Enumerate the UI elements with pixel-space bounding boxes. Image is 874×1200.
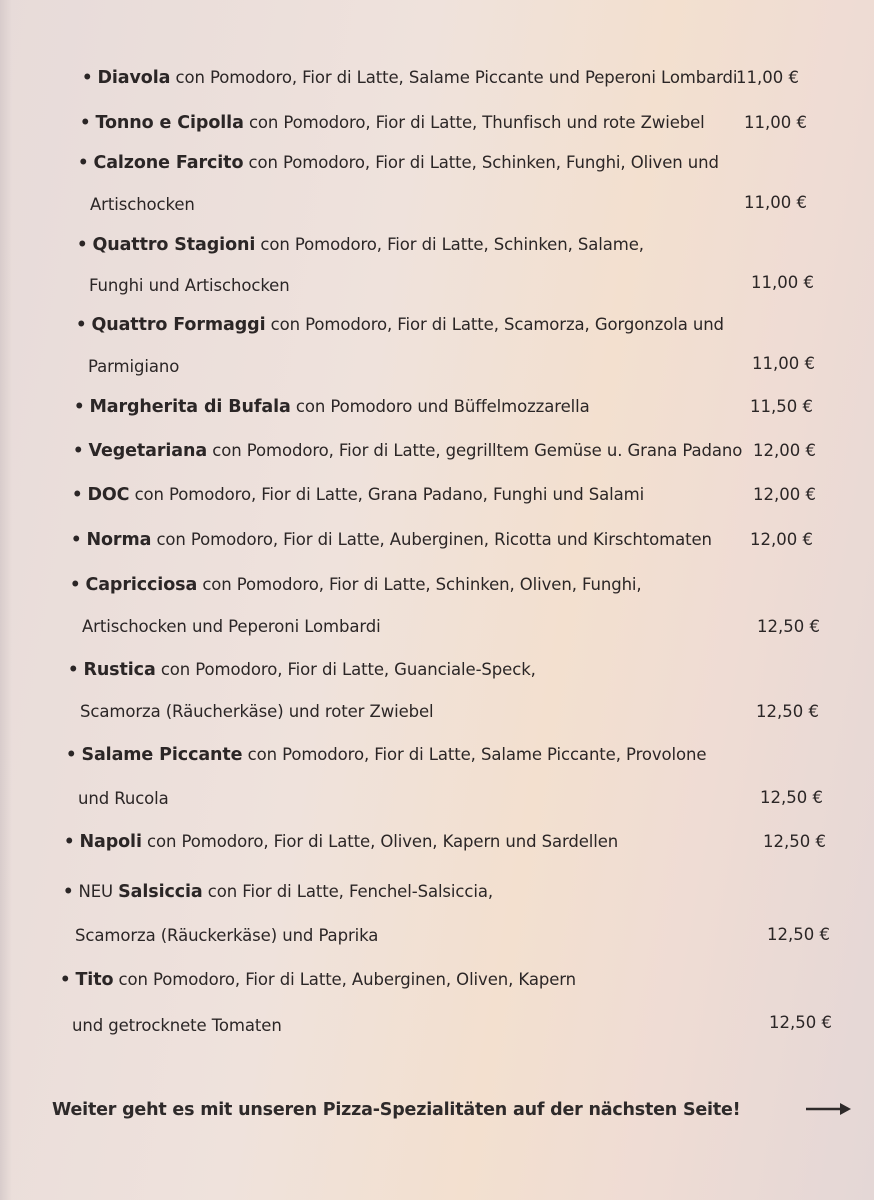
pizza-name: Vegetariana — [88, 441, 208, 461]
pizza-description: con Pomodoro, Fior di Latte, Schinken, Oliven, Funghi, — [202, 575, 642, 594]
pizza-name: DOC — [87, 485, 130, 505]
menu-item — [66, 744, 706, 766]
price: 11,00 € — [744, 193, 807, 212]
pizza-name: Quattro Stagioni — [92, 235, 256, 255]
bullet-icon: • — [78, 153, 89, 172]
menu-item — [73, 440, 742, 462]
menu-item — [82, 67, 737, 89]
bullet-icon: • — [73, 441, 84, 460]
pizza-description-continued: Artischocken — [90, 195, 195, 214]
pizza-description-continued: Scamorza (Räucherkäse) und roter Zwiebel — [80, 702, 434, 721]
pizza-description-continued: Artischocken und Peperoni Lombardi — [82, 617, 381, 636]
pizza-description: con Pomodoro, Fior di Latte, Salame Piccante, Provolone — [247, 745, 707, 764]
pizza-name: Quattro Formaggi — [91, 315, 266, 335]
pizza-name: Salame Piccante — [81, 745, 243, 765]
bullet-icon: • — [63, 882, 74, 901]
pizza-description-continued: Scamorza (Räuckerkäse) und Paprika — [75, 926, 379, 945]
menu-item — [78, 152, 719, 174]
pizza-description-continued: Parmigiano — [88, 357, 180, 376]
bullet-icon: • — [60, 970, 71, 989]
pizza-description-continued: Funghi und Artischocken — [89, 276, 290, 295]
menu-item — [74, 396, 590, 418]
pizza-name: Salsiccia — [118, 882, 203, 902]
bullet-icon: • — [70, 575, 81, 594]
price: 12,50 € — [756, 702, 819, 721]
pizza-name: Tito — [75, 970, 114, 990]
bullet-icon: • — [68, 660, 79, 679]
bullet-icon: • — [72, 485, 83, 504]
pizza-description: con Pomodoro, Fior di Latte, Auberginen, Ricotta und Kirschtomaten — [156, 530, 712, 549]
bullet-icon: • — [74, 397, 85, 416]
bullet-icon: • — [80, 113, 91, 132]
right-arrow-icon — [804, 1097, 852, 1121]
menu-item — [72, 484, 644, 506]
pizza-description: con Pomodoro, Fior di Latte, Scamorza, Gorgonzola und — [270, 315, 724, 334]
pizza-description: con Pomodoro, Fior di Latte, Schinken, Funghi, Oliven und — [248, 153, 719, 172]
pizza-name: Rustica — [83, 660, 156, 680]
price: 12,50 € — [767, 925, 830, 944]
pizza-name: Diavola — [97, 68, 171, 88]
bullet-icon: • — [71, 530, 82, 549]
pizza-name: Napoli — [79, 832, 142, 852]
price: 11,00 € — [736, 68, 799, 87]
pizza-description: con Pomodoro und Büffelmozzarella — [295, 397, 590, 416]
pizza-description: con Pomodoro, Fior di Latte, gegrilltem Gemüse u. Grana Padano — [212, 441, 743, 460]
price: 12,00 € — [753, 441, 816, 460]
bullet-icon: • — [76, 315, 87, 334]
pizza-name: Calzone Farcito — [93, 153, 244, 173]
new-label: NEU — [78, 882, 119, 901]
menu-item — [77, 234, 644, 256]
pizza-description: con Pomodoro, Fior di Latte, Guanciale-Speck, — [160, 660, 536, 679]
pizza-name: Margherita di Bufala — [89, 397, 291, 417]
pizza-name: Capricciosa — [85, 575, 198, 595]
price: 11,00 € — [752, 354, 815, 373]
price: 12,50 € — [760, 788, 823, 807]
footer-note: Weiter geht es mit unseren Pizza-Spezialitäten auf der nächsten Seite! — [52, 1100, 741, 1120]
pizza-description: con Pomodoro, Fior di Latte, Oliven, Kapern und Sardellen — [147, 832, 619, 851]
bullet-icon: • — [82, 68, 93, 87]
pizza-description: con Pomodoro, Fior di Latte, Salame Piccante und Peperoni Lombardi — [175, 68, 738, 87]
pizza-description-continued: und getrocknete Tomaten — [72, 1016, 282, 1035]
pizza-description: con Pomodoro, Fior di Latte, Thunfisch und rote Zwiebel — [248, 113, 705, 132]
price: 12,50 € — [757, 617, 820, 636]
menu-item — [64, 831, 618, 853]
price: 12,50 € — [769, 1013, 832, 1032]
pizza-name: Norma — [86, 530, 152, 550]
price: 12,00 € — [753, 485, 816, 504]
menu-item — [60, 969, 576, 991]
pizza-description-continued: und Rucola — [78, 789, 169, 808]
price: 11,50 € — [750, 397, 813, 416]
price: 12,50 € — [763, 832, 826, 851]
menu-item — [68, 659, 536, 681]
pizza-description: con Pomodoro, Fior di Latte, Schinken, Salame, — [260, 235, 644, 254]
price: 11,00 € — [751, 273, 814, 292]
bullet-icon: • — [77, 235, 88, 254]
menu-item — [63, 881, 493, 903]
pizza-name: Tonno e Cipolla — [95, 113, 244, 133]
menu-item — [71, 529, 712, 551]
pizza-description: con Pomodoro, Fior di Latte, Grana Padano, Funghi und Salami — [134, 485, 645, 504]
menu-item — [70, 574, 642, 596]
pizza-description: con Pomodoro, Fior di Latte, Auberginen, Oliven, Kapern — [118, 970, 577, 989]
price: 11,00 € — [744, 113, 807, 132]
menu-item — [80, 112, 705, 134]
menu-item — [76, 314, 724, 336]
price: 12,00 € — [750, 530, 813, 549]
bullet-icon: • — [66, 745, 77, 764]
bullet-icon: • — [64, 832, 75, 851]
pizza-description: con Fior di Latte, Fenchel-Salsiccia, — [207, 882, 494, 901]
